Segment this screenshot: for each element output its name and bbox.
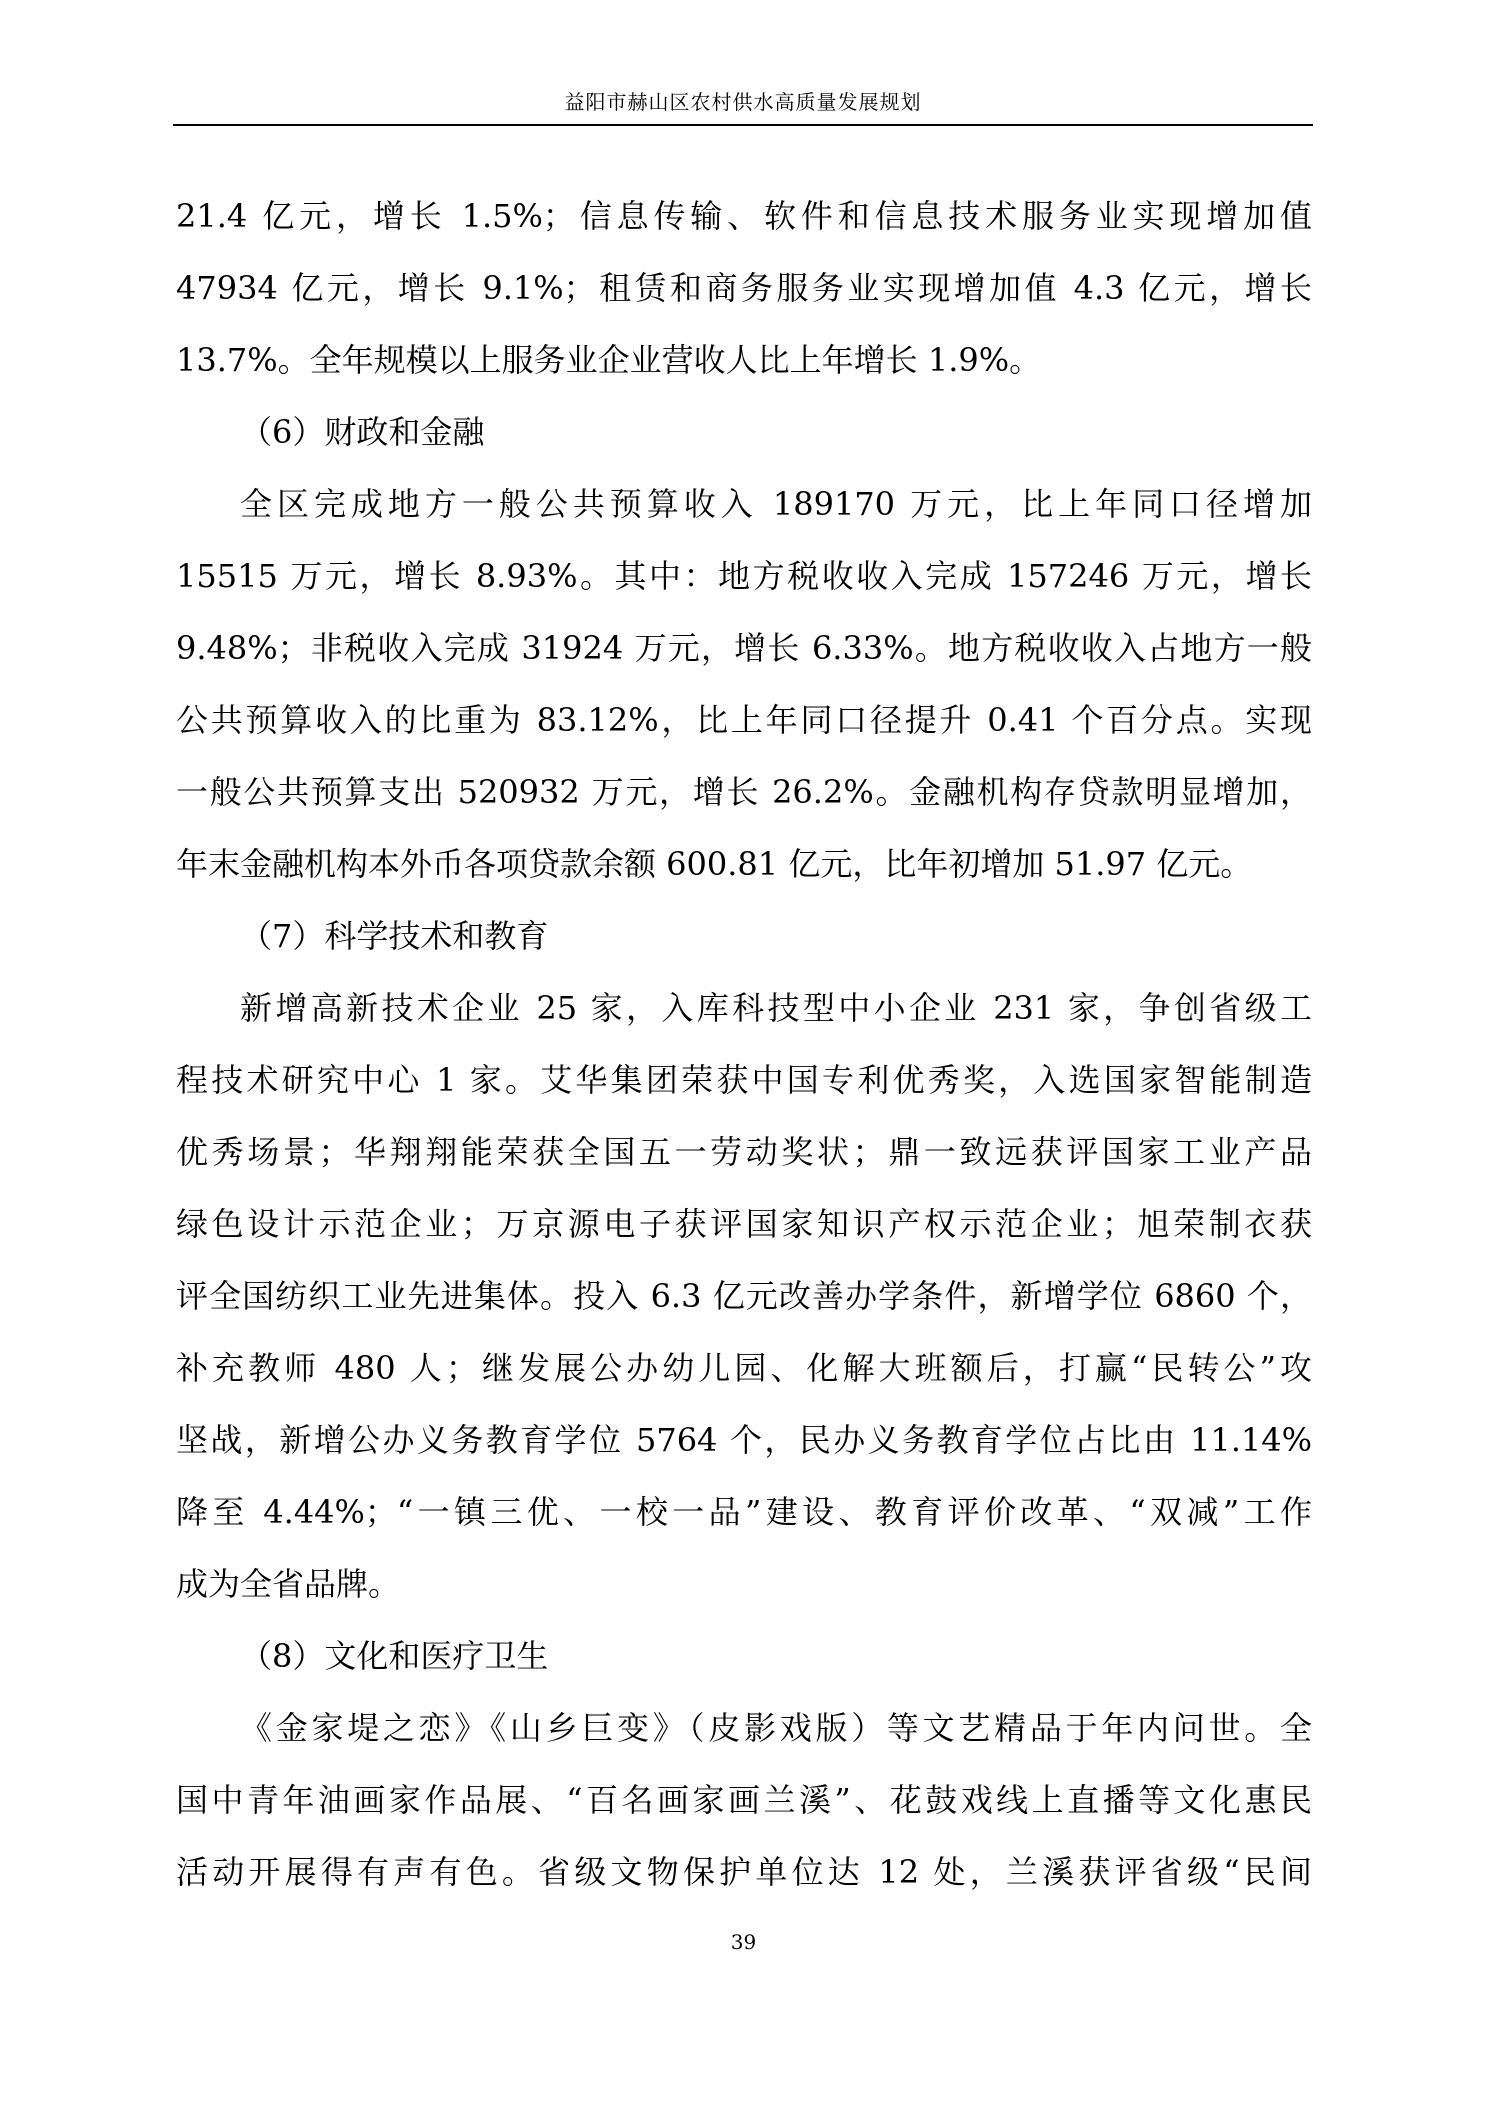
section-heading: （7）科学技术和教育 bbox=[240, 917, 549, 955]
text-line: 新增高新技术企业 25 家，入库科技型中小企业 231 家，争创省级工 bbox=[240, 989, 1312, 1027]
text-line: 补充教师 480 人；继发展公办幼儿园、化解大班额后，打赢“民转公”攻 bbox=[176, 1349, 1312, 1387]
text-line: 15515 万元，增长 8.93%。其中：地方税收收入完成 157246 万元，增长 bbox=[176, 557, 1312, 595]
section-heading: （6）财政和金融 bbox=[240, 413, 485, 451]
body-text bbox=[176, 190, 1312, 1918]
text-line: 年末金融机构本外币各项贷款余额 600.81 亿元，比年初增加 51.97 亿元。 bbox=[176, 845, 1253, 883]
page-number: 39 bbox=[730, 1930, 757, 1954]
running-header: 益阳市赫山区农村供水高质量发展规划 bbox=[564, 90, 922, 114]
text-line: 活动开展得有声有色。省级文物保护单位达 12 处，兰溪获评省级“民间 bbox=[176, 1853, 1312, 1891]
text-line: 成为全省品牌。 bbox=[176, 1565, 401, 1603]
text-line: 优秀场景；华翔翔能荣获全国五一劳动奖状；鼎一致远获评国家工业产品 bbox=[176, 1133, 1312, 1171]
text-line: 国中青年油画家作品展、“百名画家画兰溪”、花鼓戏线上直播等文化惠民 bbox=[176, 1781, 1312, 1819]
text-line: 9.48%；非税收入完成 31924 万元，增长 6.33%。地方税收收入占地方一般 bbox=[176, 629, 1312, 667]
text-line: 《金家堤之恋》《山乡巨变》（皮影戏版）等文艺精品于年内问世。全 bbox=[240, 1709, 1312, 1747]
text-line: 降至 4.44%；“一镇三优、一校一品”建设、教育评价改革、“双减”工作 bbox=[176, 1493, 1312, 1531]
header-rule bbox=[173, 124, 1313, 126]
text-line: 47934 亿元，增长 9.1%；租赁和商务服务业实现增加值 4.3 亿元，增长 bbox=[176, 269, 1312, 307]
text-line: 程技术研究中心 1 家。艾华集团荣获中国专利优秀奖，入选国家智能制造 bbox=[176, 1061, 1312, 1099]
section-heading: （8）文化和医疗卫生 bbox=[240, 1637, 549, 1675]
text-line: 13.7%。全年规模以上服务业企业营收人比上年增长 1.9%。 bbox=[176, 341, 1042, 379]
text-line: 21.4 亿元，增长 1.5%；信息传输、软件和信息技术服务业实现增加值 bbox=[176, 197, 1312, 235]
text-line: 一般公共预算支出 520932 万元，增长 26.2%。金融机构存贷款明显增加， bbox=[176, 773, 1312, 811]
text-line: 评全国纺织工业先进集体。投入 6.3 亿元改善办学条件，新增学位 6860 个， bbox=[176, 1277, 1312, 1315]
text-line: 坚战，新增公办义务教育学位 5764 个，民办义务教育学位占比由 11.14% bbox=[176, 1421, 1312, 1459]
text-line: 绿色设计示范企业；万京源电子获评国家知识产权示范企业；旭荣制衣获 bbox=[176, 1205, 1312, 1243]
text-line: 公共预算收入的比重为 83.12%，比上年同口径提升 0.41 个百分点。实现 bbox=[176, 701, 1312, 739]
text-line: 全区完成地方一般公共预算收入 189170 万元，比上年同口径增加 bbox=[240, 485, 1312, 523]
